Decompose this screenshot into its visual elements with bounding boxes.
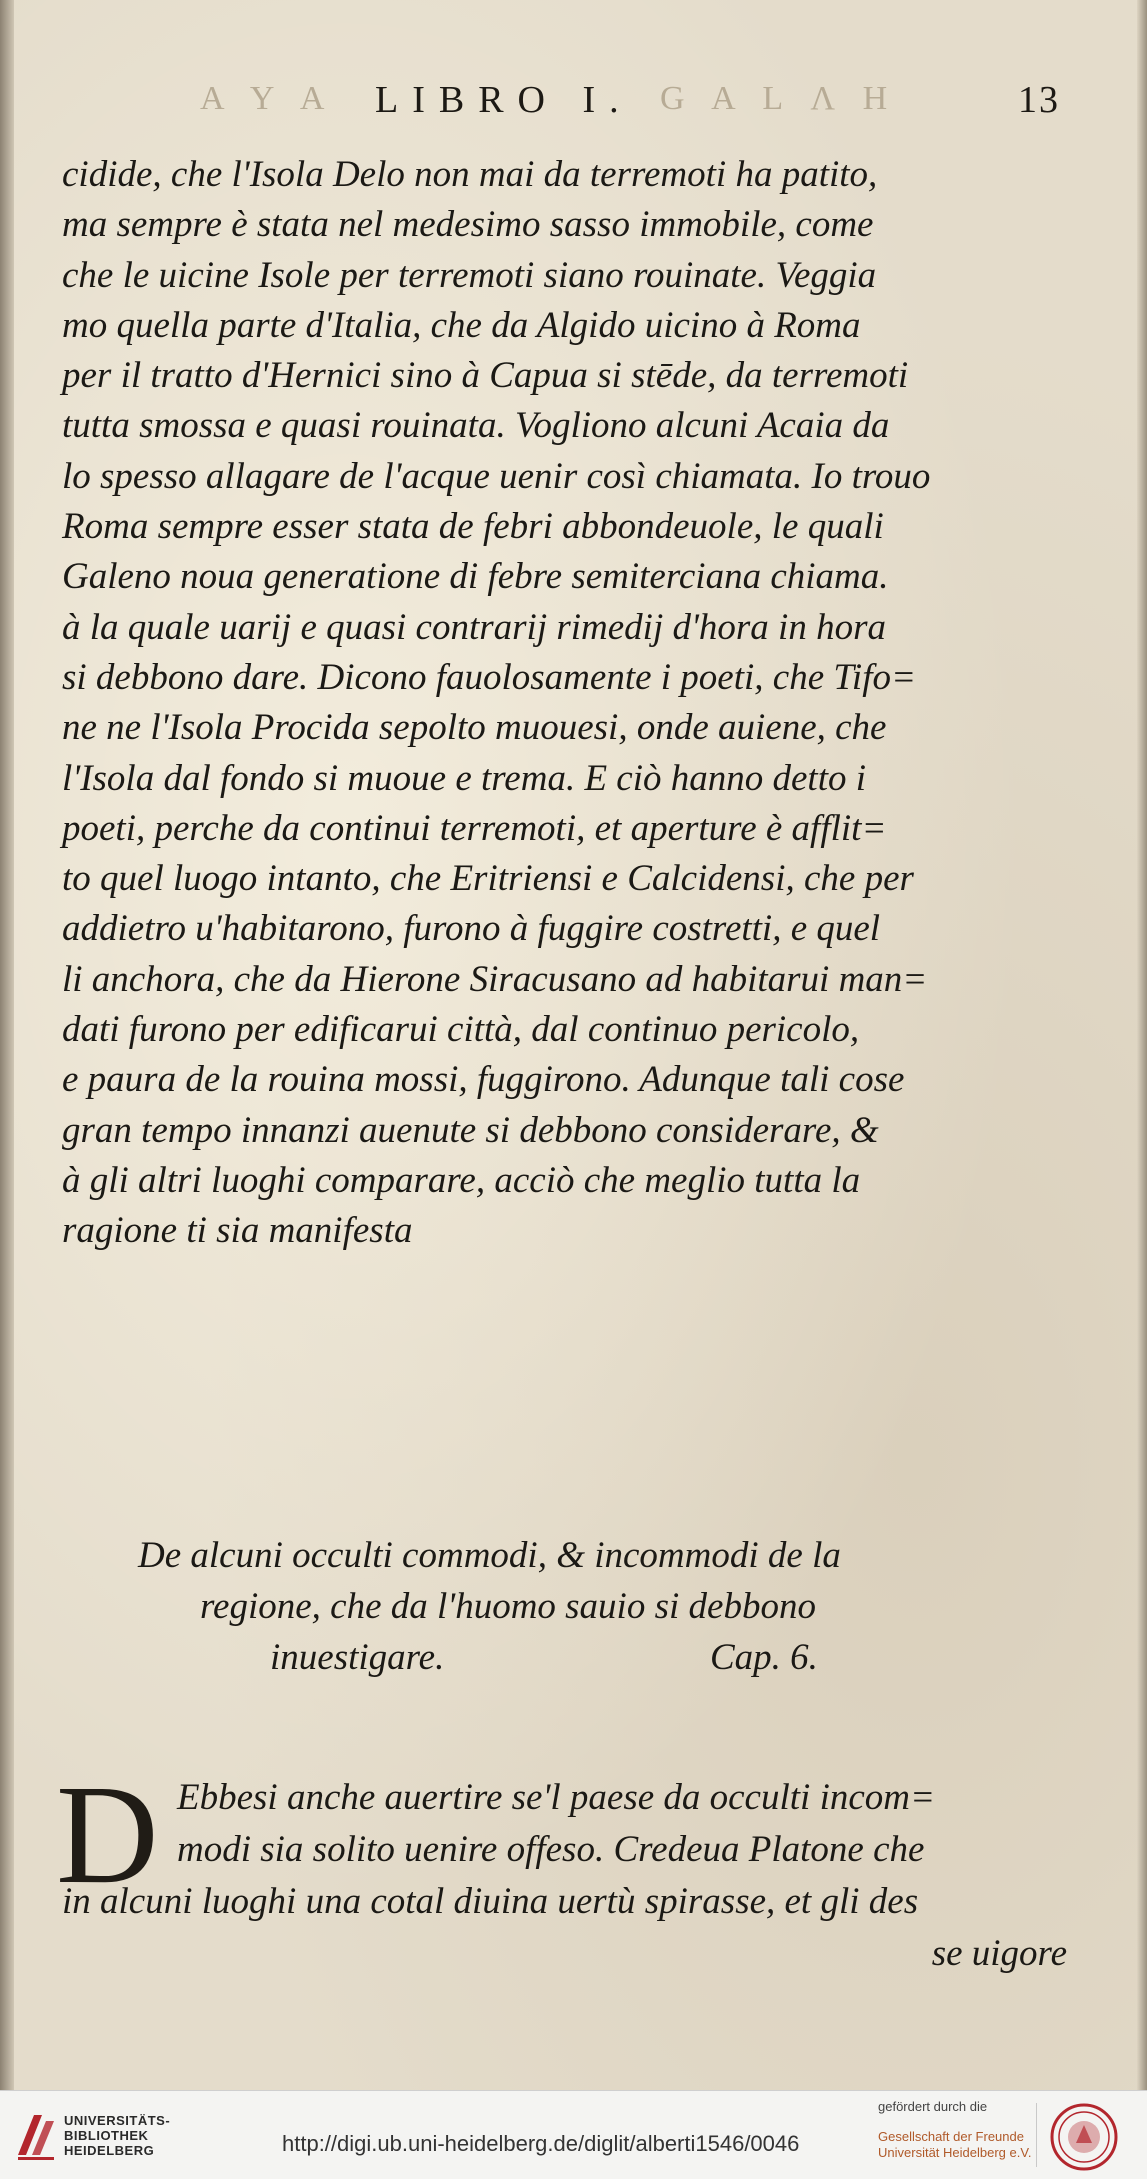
sponsor-link[interactable] bbox=[878, 2129, 1031, 2161]
text-line: gran tempo innanzi auenute si debbono considerare, & bbox=[62, 1109, 879, 1151]
permalink-url[interactable]: http://digi.ub.uni-heidelberg.de/diglit/alberti1546/0046 bbox=[282, 2131, 800, 2156]
text-line: Roma sempre esser stata de febri abbondeuole, le quali bbox=[62, 506, 884, 548]
viewer-footer bbox=[0, 2090, 1147, 2179]
text-line: à gli altri luoghi comparare, acciò che meglio tutta la bbox=[62, 1159, 861, 1201]
text-line: per il tratto d'Hernici sino à Capua si stēde, da terremoti bbox=[62, 355, 909, 397]
text-line: poeti, perche da continui terremoti, et aperture è afflit= bbox=[62, 807, 887, 849]
text-line: Ebbesi anche auertire se'l paese da occulti incom= bbox=[177, 1777, 935, 1818]
chapter-number: Cap. 6. bbox=[710, 1637, 818, 1678]
chapter-heading-line: regione, che da l'huomo sauio si debbono bbox=[200, 1586, 816, 1627]
page-left-edge bbox=[0, 0, 14, 2090]
running-head-bleed-left: A Y A bbox=[200, 80, 335, 117]
page-right-edge bbox=[1137, 0, 1147, 2090]
text-line: cidide, che l'Isola Delo non mai da terremoti ha patito, bbox=[62, 154, 878, 195]
text-line: modi sia solito uenire offeso. Credeua Platone che bbox=[177, 1829, 925, 1870]
text-line: Galeno noua generatione di febre semiterciana chiama. bbox=[62, 556, 889, 598]
chapter-paragraph bbox=[62, 1772, 1072, 1980]
text-line: tutta smossa e quasi rouinata. Vogliono alcuni Acaia da bbox=[62, 405, 890, 447]
body-paragraph bbox=[62, 150, 1067, 1257]
text-line: li anchora, che da Hierone Siracusano ad habitarui man= bbox=[62, 958, 928, 1000]
text-line: ma sempre è stata nel medesimo sasso immobile, come bbox=[62, 204, 874, 246]
text-line: mo quella parte d'Italia, che da Algido uicino à Roma bbox=[62, 304, 861, 346]
funded-by-label: gefördert durch die bbox=[878, 2099, 988, 2114]
library-name-line: BIBLIOTHEK bbox=[64, 2128, 149, 2143]
text-line: à la quale uarij e quasi contrarij rimedij d'hora in hora bbox=[62, 606, 886, 648]
chapter-heading-text: inuestigare. bbox=[270, 1637, 445, 1678]
text-line: ragione ti sia manifesta bbox=[62, 1210, 413, 1252]
catchword: se uigore bbox=[931, 1933, 1067, 1974]
text-line: l'Isola dal fondo si muoue e trema. E ciò hanno detto i bbox=[62, 757, 867, 799]
university-seal-icon[interactable] bbox=[1050, 2103, 1118, 2171]
page-number: 13 bbox=[1018, 79, 1060, 121]
library-name bbox=[64, 2113, 170, 2158]
text-line: in alcuni luoghi una cotal diuina uertù spirasse, et gli des bbox=[62, 1881, 919, 1922]
text-line: ne ne l'Isola Procida sepolto muouesi, onde auiene, che bbox=[62, 707, 887, 749]
drop-cap-initial: D bbox=[56, 1755, 159, 1913]
chapter-heading-line-last bbox=[138, 1632, 998, 1683]
ub-heidelberg-logo-icon[interactable] bbox=[12, 2105, 60, 2165]
library-name-line: UNIVERSITÄTS- bbox=[64, 2113, 171, 2128]
chapter-heading bbox=[138, 1530, 998, 1683]
running-head-bleed-right: G A L Λ H bbox=[660, 80, 898, 117]
sponsor-name-line: Gesellschaft der Freunde bbox=[878, 2129, 1024, 2144]
text-line: si debbono dare. Dicono fauolosamente i poeti, che Tifo= bbox=[62, 656, 916, 698]
text-line: dati furono per edificarui città, dal continuo pericolo, bbox=[62, 1009, 860, 1051]
chapter-heading-line: De alcuni occulti commodi, & incommodi de la bbox=[138, 1535, 841, 1576]
text-line: to quel luogo intanto, che Eritriensi e Calcidensi, che per bbox=[62, 858, 914, 900]
sponsor-name-line: Universität Heidelberg e.V. bbox=[878, 2145, 1032, 2160]
text-line: lo spesso allagare de l'acque uenir così chiamata. Io trouo bbox=[62, 455, 931, 497]
text-line: e paura de la rouina mossi, fuggirono. Adunque tali cose bbox=[62, 1059, 905, 1101]
running-head-title: LIBRO I. bbox=[375, 79, 633, 121]
footer-divider bbox=[1036, 2103, 1037, 2167]
library-name-line: HEIDELBERG bbox=[64, 2143, 155, 2158]
running-head bbox=[200, 78, 1080, 128]
text-line: addietro u'habitarono, furono à fuggire costretti, e quel bbox=[62, 908, 881, 950]
text-line: che le uicine Isole per terremoti siano rouinate. Veggia bbox=[62, 254, 877, 296]
